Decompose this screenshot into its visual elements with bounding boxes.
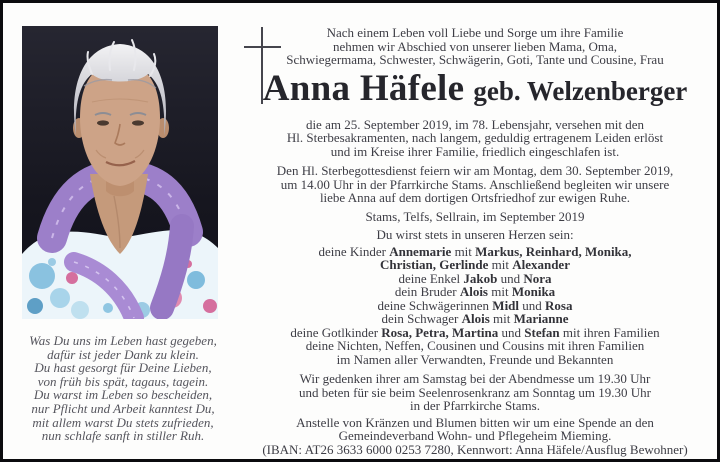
places-date-line (233, 210, 717, 224)
funeral-service-paragraph (233, 164, 717, 205)
intro-line: Nach einem Leben voll Liebe und Sorge um ihre Familie (326, 25, 624, 40)
memorial-line: und beten für sie beim Seelenrosenkranz am Sonntag um 19.30 Uhr (299, 384, 651, 400)
service-line: Den Hl. Sterbegottesdienst feiern wir am Montag, dem 30. September 2019, (276, 163, 674, 178)
notice-text-column (233, 3, 717, 456)
service-line: um 14.00 Uhr in der Pfarrkirche Stams. Anschließend begleiten wir unsere (280, 176, 670, 192)
poem-line: nun schlafe sanft in stiller Ruh. (41, 428, 205, 444)
maiden-name: geb. Welzenberger (473, 75, 688, 106)
donation-line: (IBAN: AT26 3633 6000 0253 7280, Kennwort: Anna Häfele/Ausflug Bewohner) (262, 441, 688, 457)
donation-paragraph (233, 416, 717, 457)
places-line: Stams, Telfs, Sellrain, im September 2019 (365, 208, 585, 224)
family-line: deine Schwägerinnen Midl und Rosa (377, 297, 573, 313)
family-line: dein Bruder Alois mit Monika (394, 284, 556, 299)
poem-line: Du warst im Leben so bescheiden, (33, 387, 213, 403)
death-line: die am 25. September 2019, im 78. Lebensjahr, versehen mit den (305, 116, 645, 132)
poem-line: dafür ist jeder Dank zu klein. (47, 346, 199, 362)
portrait-photo (22, 26, 218, 319)
memorial-line: in der Pfarrkirche Stams. (410, 398, 540, 413)
death-paragraph (233, 118, 717, 159)
death-line: und im Kreise ihrer Familie, friedlich eingeschlafen ist. (330, 143, 620, 159)
hearts-line (233, 228, 717, 242)
donation-line: Gemeindeverband Wohn- und Pflegeheim Mieming. (338, 428, 612, 443)
poem-line: nur Pflicht und Arbeit kanntest Du, (31, 400, 215, 416)
family-line: im Namen aller Verwandten, Freunde und Bekannten (336, 351, 614, 367)
intro-line: Schwiegermama, Schwester, Schwägerin, Goti, Tante und Cousine, Frau (286, 52, 664, 67)
donation-line: Anstelle von Kränzen und Blumen bitten wir um eine Spende an den (296, 414, 654, 430)
hearts-text: Du wirst stets in unseren Herzen sein: (376, 227, 574, 242)
family-line: dein Schwager Alois mit Marianne (381, 311, 569, 326)
poem-line: mit allem warst Du stets zufrieden, (32, 414, 214, 430)
family-line: deine Gotlkinder Rosa, Petra, Martina und Stefan mit ihren Familien (290, 324, 660, 340)
memorial-mass-paragraph (233, 372, 717, 413)
poem-line: Was Du uns im Leben hast gegeben, (29, 333, 217, 348)
memorial-line: Wir gedenken ihrer am Samstag bei der Abendmesse um 19.30 Uhr (299, 371, 651, 386)
family-line: Christian, Gerlinde mit Alexander (380, 257, 570, 272)
deceased-name: Anna Häfele (262, 67, 465, 109)
poem-line: von früh bis spät, tagaus, tagein. (37, 373, 209, 389)
memorial-poem (15, 334, 231, 443)
portrait-illustration (22, 26, 218, 319)
farewell-intro (233, 3, 717, 67)
family-line: deine Nichten, Neffen, Cousinen und Cousins mit ihren Familien (305, 338, 645, 353)
death-line: Hl. Sterbesakramenten, nach langem, geduldig ertragenem Leiden erlöst (286, 130, 664, 145)
family-line: deine Kinder Annemarie mit Markus, Reinhard, Monika, (318, 243, 632, 259)
deceased-name-heading (233, 67, 717, 113)
poem-line: Du hast gesorgt für Deine Lieben, (34, 360, 212, 376)
intro-line: nehmen wir Abschied von unserer lieben Mama, Oma, (332, 38, 618, 54)
service-line: liebe Anna auf dem dortigen Ortsfriedhof zur ewigen Ruhe. (319, 190, 631, 205)
family-line: deine Enkel Jakob und Nora (398, 270, 552, 286)
mourning-family-list (233, 245, 717, 367)
